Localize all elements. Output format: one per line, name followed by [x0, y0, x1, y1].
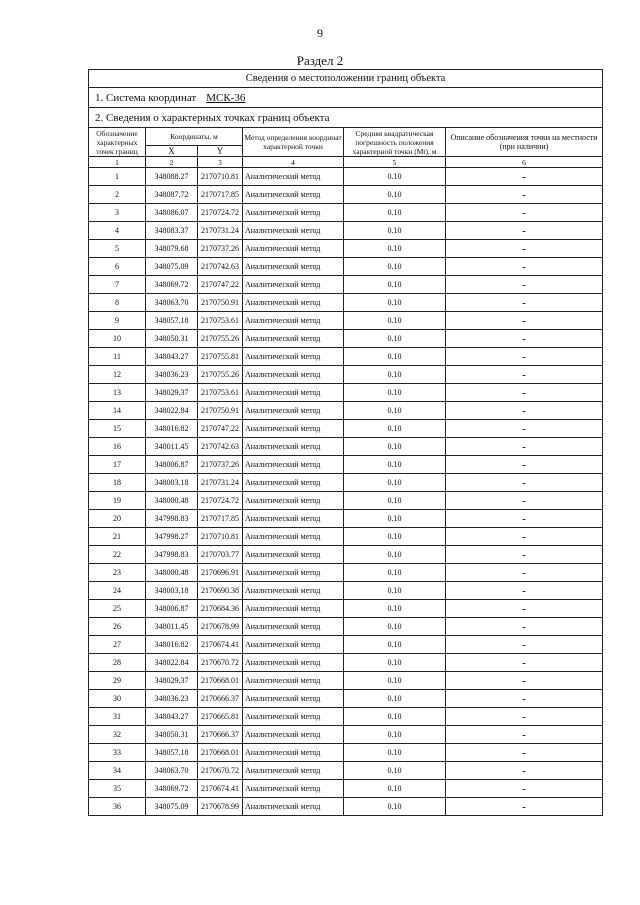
description-cell: -	[446, 222, 603, 240]
method-cell: Аналитический метод	[243, 582, 344, 600]
point-number-cell: 36	[89, 798, 146, 816]
table-row	[89, 276, 603, 294]
description-cell: -	[446, 780, 603, 798]
method-cell: Аналитический метод	[243, 564, 344, 582]
coord-y-cell: 2170753.61	[198, 384, 243, 402]
accuracy-cell: 0.10	[344, 312, 446, 330]
method-cell: Аналитический метод	[243, 186, 344, 204]
coord-y-cell: 2170755.81	[198, 348, 243, 366]
coord-x-cell: 348016.82	[146, 420, 198, 438]
coord-y-cell: 2170666.37	[198, 726, 243, 744]
coord-y-cell: 2170717.85	[198, 186, 243, 204]
header-accuracy: Средняя квадратическая погрешность положения характерной точки (Mt), м	[344, 128, 446, 157]
description-cell: -	[446, 348, 603, 366]
point-number-cell: 3	[89, 204, 146, 222]
description-cell: -	[446, 672, 603, 690]
method-cell: Аналитический метод	[243, 240, 344, 258]
coord-y-cell: 2170737.26	[198, 456, 243, 474]
coord-y-cell: 2170742.63	[198, 258, 243, 276]
description-cell: -	[446, 708, 603, 726]
method-cell: Аналитический метод	[243, 456, 344, 474]
table-row	[89, 546, 603, 564]
description-cell: -	[446, 276, 603, 294]
coord-y-cell: 2170674.41	[198, 636, 243, 654]
table-row	[89, 528, 603, 546]
coord-x-cell: 348011.45	[146, 438, 198, 456]
method-cell: Аналитический метод	[243, 438, 344, 456]
point-number-cell: 9	[89, 312, 146, 330]
accuracy-cell: 0.10	[344, 564, 446, 582]
coord-x-cell: 348075.09	[146, 258, 198, 276]
coord-y-cell: 2170747.22	[198, 420, 243, 438]
boundary-points-table	[88, 69, 603, 816]
column-number: 6	[446, 157, 603, 168]
method-cell: Аналитический метод	[243, 420, 344, 438]
method-cell: Аналитический метод	[243, 726, 344, 744]
description-cell: -	[446, 546, 603, 564]
accuracy-cell: 0.10	[344, 636, 446, 654]
point-number-cell: 21	[89, 528, 146, 546]
method-cell: Аналитический метод	[243, 276, 344, 294]
point-number-cell: 31	[89, 708, 146, 726]
coord-y-cell: 2170684.36	[198, 600, 243, 618]
method-cell: Аналитический метод	[243, 258, 344, 276]
coord-y-cell: 2170710.81	[198, 528, 243, 546]
method-cell: Аналитический метод	[243, 348, 344, 366]
point-number-cell: 20	[89, 510, 146, 528]
table-row	[89, 690, 603, 708]
point-number-cell: 25	[89, 600, 146, 618]
description-cell: -	[446, 528, 603, 546]
coord-y-cell: 2170755.26	[198, 366, 243, 384]
table-row	[89, 168, 603, 186]
method-cell: Аналитический метод	[243, 366, 344, 384]
description-cell: -	[446, 636, 603, 654]
description-cell: -	[446, 618, 603, 636]
accuracy-cell: 0.10	[344, 456, 446, 474]
coord-x-cell: 348050.31	[146, 726, 198, 744]
coord-y-cell: 2170665.81	[198, 708, 243, 726]
point-number-cell: 8	[89, 294, 146, 312]
accuracy-cell: 0.10	[344, 204, 446, 222]
coord-x-cell: 348029.37	[146, 672, 198, 690]
point-number-cell: 34	[89, 762, 146, 780]
accuracy-cell: 0.10	[344, 366, 446, 384]
method-cell: Аналитический метод	[243, 708, 344, 726]
coord-x-cell: 348022.84	[146, 654, 198, 672]
point-number-cell: 17	[89, 456, 146, 474]
coord-x-cell: 348069.72	[146, 780, 198, 798]
description-cell: -	[446, 204, 603, 222]
point-number-cell: 12	[89, 366, 146, 384]
point-number-cell: 13	[89, 384, 146, 402]
point-number-cell: 11	[89, 348, 146, 366]
coord-y-cell: 2170670.72	[198, 654, 243, 672]
table-row	[89, 222, 603, 240]
coord-x-cell: 347998.27	[146, 528, 198, 546]
accuracy-cell: 0.10	[344, 672, 446, 690]
point-number-cell: 29	[89, 672, 146, 690]
accuracy-cell: 0.10	[344, 294, 446, 312]
table-row	[89, 654, 603, 672]
coord-y-cell: 2170690.38	[198, 582, 243, 600]
column-number: 2	[146, 157, 198, 168]
method-cell: Аналитический метод	[243, 528, 344, 546]
method-cell: Аналитический метод	[243, 402, 344, 420]
coord-x-cell: 348086.07	[146, 204, 198, 222]
coord-y-cell: 2170737.26	[198, 240, 243, 258]
coord-y-cell: 2170696.91	[198, 564, 243, 582]
method-cell: Аналитический метод	[243, 618, 344, 636]
table-row	[89, 582, 603, 600]
coord-x-cell: 348063.70	[146, 294, 198, 312]
coord-y-cell: 2170750.91	[198, 402, 243, 420]
coord-y-cell: 2170753.61	[198, 312, 243, 330]
accuracy-cell: 0.10	[344, 690, 446, 708]
table-row	[89, 744, 603, 762]
point-number-cell: 5	[89, 240, 146, 258]
point-number-cell: 7	[89, 276, 146, 294]
point-number-cell: 4	[89, 222, 146, 240]
coord-y-cell: 2170724.72	[198, 204, 243, 222]
coord-y-cell: 2170710.81	[198, 168, 243, 186]
description-cell: -	[446, 690, 603, 708]
method-cell: Аналитический метод	[243, 744, 344, 762]
table-row	[89, 204, 603, 222]
coord-x-cell: 348036.23	[146, 690, 198, 708]
table-row	[89, 708, 603, 726]
accuracy-cell: 0.10	[344, 744, 446, 762]
coord-y-cell: 2170742.63	[198, 438, 243, 456]
table-row	[89, 258, 603, 276]
header-point-designation: Обозначение характерных точек границ	[89, 128, 146, 157]
header-y: Y	[198, 146, 243, 157]
table-row	[89, 294, 603, 312]
coordinate-system-value: МСК-36	[206, 91, 246, 104]
method-cell: Аналитический метод	[243, 204, 344, 222]
accuracy-cell: 0.10	[344, 420, 446, 438]
method-cell: Аналитический метод	[243, 672, 344, 690]
table-row	[89, 384, 603, 402]
coord-x-cell: 347998.83	[146, 546, 198, 564]
coord-x-cell: 348006.87	[146, 600, 198, 618]
coord-y-cell: 2170717.85	[198, 510, 243, 528]
table-row	[89, 762, 603, 780]
accuracy-cell: 0.10	[344, 618, 446, 636]
description-cell: -	[446, 456, 603, 474]
accuracy-cell: 0.10	[344, 474, 446, 492]
accuracy-cell: 0.10	[344, 240, 446, 258]
coord-x-cell: 348000.48	[146, 564, 198, 582]
accuracy-cell: 0.10	[344, 222, 446, 240]
method-cell: Аналитический метод	[243, 690, 344, 708]
accuracy-cell: 0.10	[344, 780, 446, 798]
accuracy-cell: 0.10	[344, 726, 446, 744]
coord-y-cell: 2170668.01	[198, 672, 243, 690]
method-cell: Аналитический метод	[243, 762, 344, 780]
table-row	[89, 672, 603, 690]
page-number: 9	[317, 26, 323, 40]
coord-x-cell: 347998.83	[146, 510, 198, 528]
table-row	[89, 492, 603, 510]
point-number-cell: 2	[89, 186, 146, 204]
method-cell: Аналитический метод	[243, 330, 344, 348]
point-number-cell: 32	[89, 726, 146, 744]
description-cell: -	[446, 564, 603, 582]
coord-x-cell: 348050.31	[146, 330, 198, 348]
coord-x-cell: 348003.18	[146, 582, 198, 600]
description-cell: -	[446, 726, 603, 744]
point-number-cell: 33	[89, 744, 146, 762]
method-cell: Аналитический метод	[243, 312, 344, 330]
coord-x-cell: 348003.18	[146, 474, 198, 492]
table-row	[89, 600, 603, 618]
coord-x-cell: 348088.27	[146, 168, 198, 186]
table-row	[89, 780, 603, 798]
coord-y-cell: 2170731.24	[198, 474, 243, 492]
accuracy-cell: 0.10	[344, 168, 446, 186]
point-number-cell: 30	[89, 690, 146, 708]
column-number: 1	[89, 157, 146, 168]
accuracy-cell: 0.10	[344, 654, 446, 672]
method-cell: Аналитический метод	[243, 654, 344, 672]
coord-y-cell: 2170755.26	[198, 330, 243, 348]
point-number-cell: 19	[89, 492, 146, 510]
header-description: Описание обозначения точки на местности (при наличии)	[446, 128, 603, 157]
accuracy-cell: 0.10	[344, 384, 446, 402]
method-cell: Аналитический метод	[243, 474, 344, 492]
accuracy-cell: 0.10	[344, 798, 446, 816]
description-cell: -	[446, 438, 603, 456]
coordinate-system-row	[89, 88, 603, 108]
accuracy-cell: 0.10	[344, 546, 446, 564]
coord-x-cell: 348043.27	[146, 708, 198, 726]
table-row	[89, 420, 603, 438]
table-row	[89, 186, 603, 204]
coord-y-cell: 2170678.99	[198, 798, 243, 816]
section-title: Раздел 2	[296, 53, 344, 68]
accuracy-cell: 0.10	[344, 348, 446, 366]
accuracy-cell: 0.10	[344, 708, 446, 726]
column-number: 4	[243, 157, 344, 168]
table-row	[89, 330, 603, 348]
column-number: 3	[198, 157, 243, 168]
description-cell: -	[446, 582, 603, 600]
point-number-cell: 10	[89, 330, 146, 348]
coord-y-cell: 2170750.91	[198, 294, 243, 312]
description-cell: -	[446, 240, 603, 258]
method-cell: Аналитический метод	[243, 546, 344, 564]
coordinate-system-label: 1. Система координат	[95, 91, 197, 104]
point-number-cell: 22	[89, 546, 146, 564]
coord-y-cell: 2170678.99	[198, 618, 243, 636]
table-row	[89, 636, 603, 654]
coord-x-cell: 348006.87	[146, 456, 198, 474]
coord-x-cell: 348063.70	[146, 762, 198, 780]
header-coordinates: Координаты, м	[146, 128, 243, 146]
description-cell: -	[446, 474, 603, 492]
method-cell: Аналитический метод	[243, 168, 344, 186]
accuracy-cell: 0.10	[344, 582, 446, 600]
description-cell: -	[446, 294, 603, 312]
accuracy-cell: 0.10	[344, 528, 446, 546]
point-number-cell: 35	[89, 780, 146, 798]
table-body	[89, 168, 603, 816]
coord-y-cell: 2170666.37	[198, 690, 243, 708]
description-cell: -	[446, 744, 603, 762]
table-row	[89, 438, 603, 456]
coord-x-cell: 348043.27	[146, 348, 198, 366]
coord-y-cell: 2170747.22	[198, 276, 243, 294]
description-cell: -	[446, 600, 603, 618]
method-cell: Аналитический метод	[243, 600, 344, 618]
point-number-cell: 16	[89, 438, 146, 456]
method-cell: Аналитический метод	[243, 222, 344, 240]
column-numbers-row	[89, 157, 603, 168]
coord-x-cell: 348075.09	[146, 798, 198, 816]
boundary-table-frame	[88, 69, 602, 816]
accuracy-cell: 0.10	[344, 258, 446, 276]
coord-y-cell: 2170724.72	[198, 492, 243, 510]
point-number-cell: 14	[89, 402, 146, 420]
description-cell: -	[446, 168, 603, 186]
table-row	[89, 726, 603, 744]
coord-x-cell: 348016.82	[146, 636, 198, 654]
point-number-cell: 28	[89, 654, 146, 672]
description-cell: -	[446, 186, 603, 204]
coord-y-cell: 2170670.72	[198, 762, 243, 780]
table-row	[89, 510, 603, 528]
coord-y-cell: 2170703.77	[198, 546, 243, 564]
accuracy-cell: 0.10	[344, 276, 446, 294]
coord-x-cell: 348036.23	[146, 366, 198, 384]
accuracy-cell: 0.10	[344, 402, 446, 420]
description-cell: -	[446, 654, 603, 672]
coord-x-cell: 348000.48	[146, 492, 198, 510]
description-cell: -	[446, 510, 603, 528]
header-method: Метод определения координат характерной точки	[243, 128, 344, 157]
coord-x-cell: 348057.18	[146, 312, 198, 330]
accuracy-cell: 0.10	[344, 510, 446, 528]
table-row	[89, 312, 603, 330]
table-row	[89, 402, 603, 420]
accuracy-cell: 0.10	[344, 762, 446, 780]
description-cell: -	[446, 384, 603, 402]
accuracy-cell: 0.10	[344, 492, 446, 510]
description-cell: -	[446, 798, 603, 816]
description-cell: -	[446, 258, 603, 276]
method-cell: Аналитический метод	[243, 798, 344, 816]
accuracy-cell: 0.10	[344, 330, 446, 348]
table-row	[89, 564, 603, 582]
point-number-cell: 27	[89, 636, 146, 654]
point-number-cell: 1	[89, 168, 146, 186]
point-number-cell: 6	[89, 258, 146, 276]
column-number: 5	[344, 157, 446, 168]
description-cell: -	[446, 492, 603, 510]
point-number-cell: 18	[89, 474, 146, 492]
coord-x-cell: 348057.18	[146, 744, 198, 762]
coord-x-cell: 348083.37	[146, 222, 198, 240]
header-x: X	[146, 146, 198, 157]
table-row	[89, 456, 603, 474]
table-row	[89, 366, 603, 384]
method-cell: Аналитический метод	[243, 780, 344, 798]
points-title: 2. Сведения о характерных точках границ объекта	[89, 108, 603, 128]
method-cell: Аналитический метод	[243, 510, 344, 528]
description-cell: -	[446, 402, 603, 420]
accuracy-cell: 0.10	[344, 438, 446, 456]
method-cell: Аналитический метод	[243, 384, 344, 402]
accuracy-cell: 0.10	[344, 600, 446, 618]
point-number-cell: 26	[89, 618, 146, 636]
coord-x-cell: 348011.45	[146, 618, 198, 636]
coord-x-cell: 348087.72	[146, 186, 198, 204]
method-cell: Аналитический метод	[243, 294, 344, 312]
point-number-cell: 24	[89, 582, 146, 600]
description-cell: -	[446, 420, 603, 438]
accuracy-cell: 0.10	[344, 186, 446, 204]
point-number-cell: 15	[89, 420, 146, 438]
point-number-cell: 23	[89, 564, 146, 582]
coord-y-cell: 2170731.24	[198, 222, 243, 240]
table-row	[89, 798, 603, 816]
description-cell: -	[446, 366, 603, 384]
method-cell: Аналитический метод	[243, 492, 344, 510]
table-row	[89, 618, 603, 636]
coord-y-cell: 2170674.41	[198, 780, 243, 798]
description-cell: -	[446, 330, 603, 348]
coord-y-cell: 2170668.01	[198, 744, 243, 762]
coord-x-cell: 348029.37	[146, 384, 198, 402]
coord-x-cell: 348069.72	[146, 276, 198, 294]
coord-x-cell: 348079.68	[146, 240, 198, 258]
method-cell: Аналитический метод	[243, 636, 344, 654]
description-cell: -	[446, 762, 603, 780]
table-title: Сведения о местоположении границ объекта	[89, 70, 603, 88]
table-row	[89, 240, 603, 258]
description-cell: -	[446, 312, 603, 330]
table-row	[89, 348, 603, 366]
coord-x-cell: 348022.84	[146, 402, 198, 420]
table-row	[89, 474, 603, 492]
